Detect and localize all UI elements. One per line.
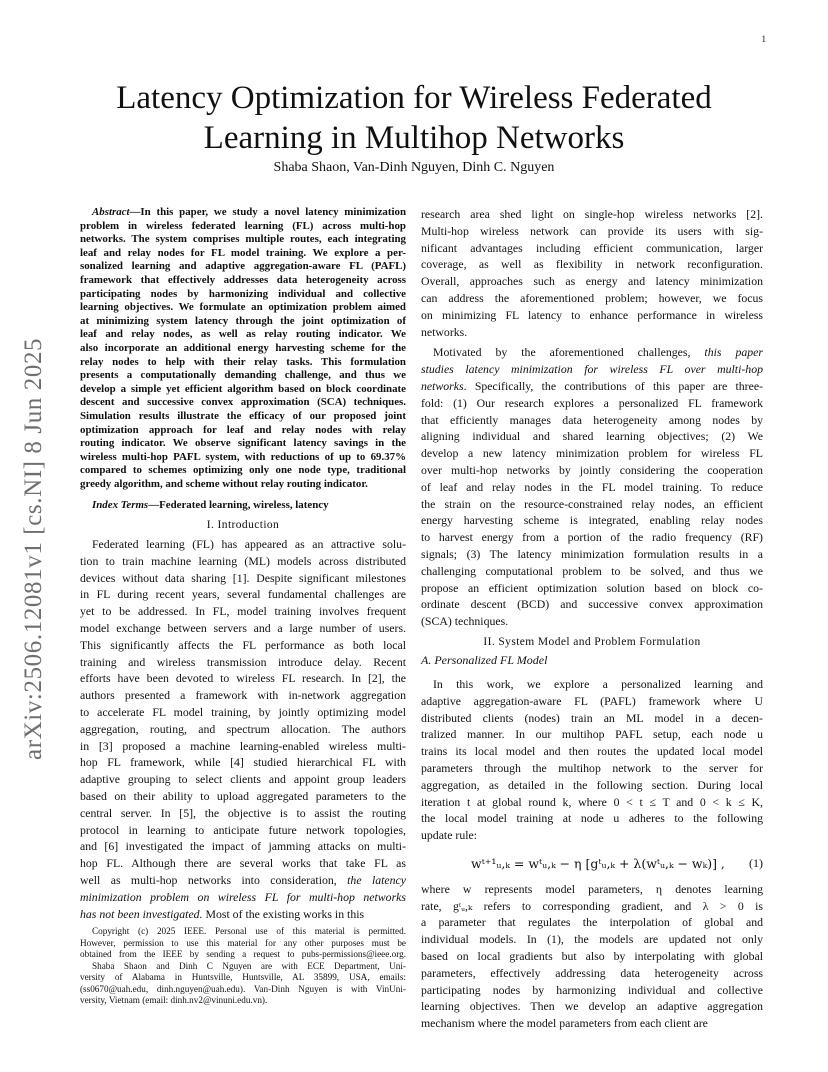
abstract-line: greedy algorithm, and scheme without relay routing indicator. bbox=[80, 477, 368, 490]
abstract-line: also incorporate an additional energy harvesting scheme for the bbox=[80, 341, 406, 354]
intro-continued-paragraph: research area shed light on single-hop wireless networks [2]. Multi-hop wireless network can provide its users with sig- nificant advantages including efficient communication, larger coverage, as well as flexibility in network reconfiguration. Overall, approaches such as energy and latency minimization can address the aforementioned problem; however, we focus on minimizing FL latency to enhance performance in wireless networks. bbox=[421, 207, 763, 339]
abstract-line: at minimizing system latency through the joint optimization of bbox=[80, 314, 406, 327]
abstract-label: Abstract bbox=[92, 206, 130, 218]
author-list: Shaba Shaon, Van-Dinh Nguyen, Dinh C. Nguyen bbox=[273, 160, 555, 175]
system-model-paragraph: In this work, we explore a personalized learning and adaptive aggregation-aware FL (PAFL) framework where U distributed clients (nodes) train an ML model in a decen- tralized manner. In our multihop PAFL setup, each node u trains its local model and then routes the updated local model parameters through the multihop network to the server for aggregation, as detailed in the following section. During local iteration t at global round k, where 0 < t ≤ T and 0 < k ≤ K, the local model training at node u adheres to the following update rule: bbox=[421, 676, 763, 843]
abstract-line: leaf and relay nodes for FL model training. We explore a per- bbox=[80, 246, 406, 259]
abstract-line: framework that effectively addresses data heterogeneity across bbox=[80, 273, 406, 286]
title-line: Learning in Multihop Networks bbox=[203, 120, 625, 156]
abstract-line: problem in wireless federated learning (FL) across multi-hop bbox=[80, 219, 406, 232]
equation-1 bbox=[421, 856, 763, 871]
title-line: Latency Optimization for Wireless Federated bbox=[116, 80, 712, 116]
abstract-line: participating nodes by harmonizing individual and collective bbox=[80, 287, 406, 300]
abstract-line: learning objectives. We formulate an optimization problem aimed bbox=[80, 301, 406, 314]
paper-title bbox=[80, 78, 748, 158]
abstract-line: optimization approach for leaf and relay nodes with relay bbox=[80, 423, 406, 436]
abstract-line: descent and successive convex approximation (SCA) techniques. bbox=[80, 396, 406, 409]
equation-number: (1) bbox=[749, 855, 763, 870]
contributions-paragraph: Motivated by the aforementioned challenges, this paper studies latency minimization for wireless FL over multi-hop networks. Specifically, the contributions of this paper are three- fold: (1) Our research explores a personalized FL framework that efficiently manages data heterogeneity among nodes by aligning individual and shared learning objectives; (2) We develop a new latency minimization problem for wireless FL over multi-hop networks by jointly considering the cooperation of leaf and relay nodes in the FL model training. To reduce the strain on the resource-constrained relay nodes, an efficient energy harvesting scheme is integrated, enabling relay nodes to harvest energy from a portion of the radio frequency (RF) signals; (3) The latency minimization formulation results in a challenging computational problem to be solved, and thus we propose an efficient optimization solution based on block co- ordinate descent (BCD) and successive convex approximation (SCA) techniques. bbox=[421, 345, 763, 629]
abstract-line: sonalized learning and adaptive aggregation-aware FL (PAFL) bbox=[80, 260, 406, 273]
section-heading-introduction: I. Introduction bbox=[206, 519, 280, 532]
abstract-line: routing indicator. We observe significant latency savings in the bbox=[80, 437, 406, 450]
abstract-line: wireless multi-hop PAFL system, with reductions of up to 69.37% bbox=[80, 450, 406, 463]
copyright-footnote: Copyright (c) 2025 IEEE. Personal use of this material is permitted. However, permission to use this material for any other purposes must be obtained from the IEEE by sending a request to pubs-permissions@ieee.org. Shaba Shaon and Dinh C Nguyen are with ECE Department, Uni- versity of Alabama in Huntsville, Huntsville, AL 35899, USA, emails: (ss0670@uah.edu, dinh.nguyen@uah.edu). Van-Dinh Nguyen is with VinUni- versity, Vietnam (email: dinh.nv2@vinuni.edu.vn). bbox=[80, 926, 406, 1005]
section-heading-system-model: II. System Model and Problem Formulation bbox=[483, 635, 701, 648]
abstract-line: develop a simple yet efficient algorithm based on block coordinate bbox=[80, 382, 406, 395]
index-terms bbox=[80, 499, 406, 513]
abstract-line: relay nodes to help with their relay tasks. This formulation bbox=[80, 355, 406, 368]
index-terms-text: —Federated learning, wireless, latency bbox=[148, 499, 329, 512]
page-number: 1 bbox=[761, 34, 766, 44]
abstract-line: compared to schemes optimizing only one node type, traditional bbox=[80, 464, 406, 477]
introduction-paragraph: Federated learning (FL) has appeared as an attractive solu- tion to train machine learning (ML) models across distributed devices without data sharing [1]. Despite significant milestones in FL during recent years, several fundamental challenges are yet to be addressed. In FL, model training involves frequent model exchange between servers and a large number of users. This significantly affects the FL performance as both local training and wireless transmission introduce delay. Recent efforts have been devoted to wireless FL research. In [2], the authors presented a framework with in-network aggregation to accelerate FL model training, by jointly optimizing model aggregation, routing, and spectrum allocation. The authors in [3] proposed a machine learning-enabled wireless multi- hop FL framework, while [4] studied hierarchical FL with adaptive grouping to select clients and appoint group leaders based on their ability to upload aggregated parameters to the central server. In [5], the objective is to assist the routing protocol in learning to anticipate future network topologies, and [6] investigated the impact of jamming attacks on multi- hop FL. Although there are several works that take FL as well as multi-hop networks into consideration, the latency minimization problem on wireless FL for multi-hop networks has not been investigated. Most of the existing works in this bbox=[80, 537, 407, 921]
equation-explanation-paragraph: where w represents model parameters, η denotes learning rate, gᵗᵤ,ₖ refers to corresponding gradient, and λ > 0 is a parameter that regulates the interpolation of global and individual models. In (1), the models are updated not only based on local gradients but also by interpolating with global parameters, effectively addressing data heterogeneity across participating nodes by harmonizing individual and collective learning objectives. Then we develop an adaptive aggregation mechanism where the model parameters from each client are bbox=[421, 881, 763, 1031]
abstract-line: Simulation results illustrate the efficacy of our proposed joint bbox=[80, 409, 406, 422]
abstract-line: networks. The system comprises multiple routes, each integrating bbox=[80, 233, 406, 246]
equation-body: wᵗ⁺¹ᵤ,ₖ = wᵗᵤ,ₖ − η [gᵗᵤ,ₖ + λ(wᵗᵤ,ₖ − wₖ)] , bbox=[471, 855, 725, 871]
index-terms-label: Index Terms bbox=[92, 499, 149, 512]
subsection-heading: A. Personalized FL Model bbox=[421, 652, 548, 667]
abstract-line: Abstract—In this paper, we study a novel latency minimization bbox=[92, 206, 406, 218]
abstract-line: leaf and relay nodes, as well as relay routing indicator. We bbox=[80, 328, 406, 341]
abstract-line: presents a computationally demanding challenge, and thus we bbox=[80, 369, 406, 382]
left-column bbox=[80, 206, 406, 922]
arxiv-identifier: arXiv:2506.12081v1 [cs.NI] 8 Jun 2025 bbox=[20, 337, 47, 760]
right-column bbox=[421, 206, 763, 1032]
abstract bbox=[80, 206, 406, 491]
